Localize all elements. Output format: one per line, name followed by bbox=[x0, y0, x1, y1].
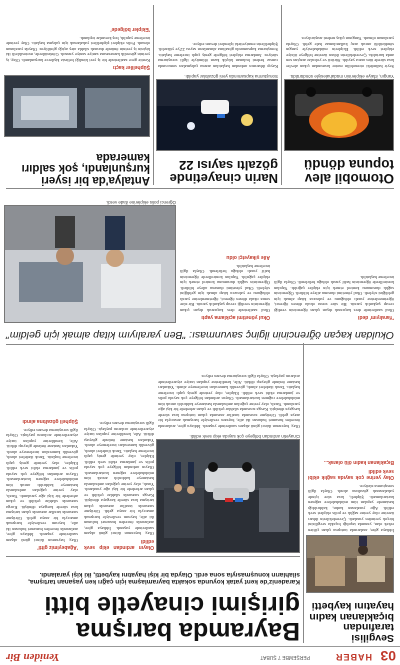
student-subhead-1: 'Yaralıyım' dedi bbox=[357, 314, 394, 320]
student-story-body-col-2 bbox=[180, 193, 270, 323]
student-story-text: Okul saatlerinde ders kaçırarak dışarı çıkan öğrencinin verdiği cevap şaşkınlık yarattı. Bir süre sonra okula dönen öğrenci, öğretmenlerine yaralı olduğunu ve yalnızca kitap almak için geldiğini söyledi. Okul yönetimi durumu aileye bildirdi. Öğrencinin sağlık durumunu kontrol etmek için ekipler çağrıldı. Yapılan kontrollerde öğrencinin hafif yaralı olduğu belirlendi. Olayla ilgili inceleme başlatıldı. bbox=[274, 274, 394, 313]
night-photo-caption: Soruşturma kapsamında yeni gözaltılar yapıldı. bbox=[184, 74, 278, 79]
sidebar-headline: Sevgilisi tarafından bıçaklanan kadın hayatını kaybetti bbox=[309, 599, 394, 644]
antalya-story-text: Kentte gece saatlerinde bir iş yeri kimliği belirsiz kişilerce kurşunlandı. Olay, iş yerinin güvenlik kamerasına saniye saniye yansıdı. Görüntülerde, motosikletli iki kişinin iş yerinin önünde durarak silahla ateş açtığı görülüyor. Olayda yaralanan olmadı. Polis ekipleri şüphelileri yakalamak için çalışma başlattı. Olay yerinde inceleme yapıldı, boş kovanlar toplandı. bbox=[6, 35, 150, 63]
main-subhead-2: 'Ağabeyimiz gitti' bbox=[37, 544, 78, 550]
sidebar-subhead-2: Bıçaklanan kadın ölü olarak... bbox=[323, 459, 394, 465]
section-divider bbox=[6, 344, 394, 345]
main-story-text: Olay, bayramın ikinci günü akşam saatlerinde yaşandı. İddiaya göre, aralarında önceden husumet bulunan iki aile, bayram vesilesiyle barışmak amacıyla bir araya geldi. Görüşme sırasında taraflar arasında çıkan tartışma kısa sürede kavgaya dönüştü. Kavga sırasında silahlar çekildi ve çıkan arbedede bir kişi ağır yaralandı. Yaralı, olay yerine çağrılan ambulansla hastaneye kaldırıldı ancak tüm müdahalelere rağmen kurtarılamadı. Olayın ardından bölgeye çok sayıda polis ve jandarma ekibi sevk edildi. Ekipler, olay yerinde geniş çaplı inceleme başlattı. Tanık ifadeleri alındı, güvenlik kameraları incelemeye alındı. Yakınları hastane önünde gözyaşı döktü. Aile, kendilerine yapılan taziye ziyaretlerinde acılarını paylaştı. Olayla ilgili soruşturma devam ediyor. bbox=[84, 421, 154, 537]
page-number: 03 bbox=[380, 648, 396, 664]
fire-photo-illustration bbox=[285, 80, 393, 150]
student-story-text-continued: Okul saatlerinde ders kaçırarak dışarı çıkan öğrencinin verdiği cevap şaşkınlık yarattı. Bir süre sonra okula dönen öğrenci, öğretmenlerine yaralı olduğunu ve yalnızca kitap almak için geldiğini söyledi. Okul yönetimi durumu aileye bildirdi. Öğrencinin sağlık durumunu kontrol etmek için ekipler çağrıldı. Yapılan kontrollerde öğrencinin hafif yaralı olduğu belirlendi. Olayla ilgili inceleme başlatıldı. bbox=[180, 263, 270, 313]
student-subhead-3: Aile şikayetçi oldu bbox=[226, 254, 270, 261]
student-story-body-col-1 bbox=[274, 193, 394, 323]
antalya-subhead-1: Şüpheliler kaçtı bbox=[113, 64, 150, 70]
antalya-subhead-2: 'Ekipler bölgede' bbox=[110, 26, 150, 33]
sidebar-photo bbox=[306, 535, 394, 593]
column-divider-lower-1 bbox=[281, 5, 282, 185]
night-photo-illustration bbox=[157, 80, 277, 150]
main-story-text-continued: Olay, bayramın ikinci günü akşam saatlerinde yaşandı. İddiaya göre, aralarında önceden husumet bulunan iki aile, bayram vesilesiyle barışmak amacıyla bir araya geldi. Görüşme sırasında taraflar arasında çıkan tartışma kısa sürede kavgaya dönüştü. Kavga sırasında silahlar çekildi ve çıkan arbedede bir kişi ağır yaralandı. Yaralı, olay yerine çağrılan ambulansla hastaneye kaldırıldı ancak tüm müdahalelere rağmen kurtarılamadı. Olayın ardından bölgeye çok sayıda polis ve jandarma ekibi sevk edildi. Ekipler, olay yerinde geniş çaplı inceleme başlattı. Tanık ifadeleri alındı, güvenlik kameraları incelemeye alındı. Yakınları hastane önünde gözyaşı döktü. Aile, kendilerine yapılan taziye ziyaretlerinde acılarını paylaştı. Olayla ilgili soruşturma devam ediyor. bbox=[6, 427, 78, 543]
antalya-story-body bbox=[6, 5, 150, 73]
main-headline: Bayramda barışma girişimi cinayetle bitti bbox=[44, 591, 300, 645]
main-subhead-3: Şüpheli gözaltına alındı bbox=[22, 418, 78, 425]
main-story-body-lower bbox=[158, 353, 300, 429]
main-story-photo bbox=[156, 439, 300, 553]
night-story-body bbox=[158, 5, 278, 69]
masthead-logo: Yeniden Bir bbox=[6, 651, 60, 663]
bus-story-headline: Otomobil alev topuna döndü bbox=[304, 157, 394, 186]
night-scene-photo bbox=[156, 79, 278, 151]
student-subhead-2: Okul yönetimi açıklama yaptı bbox=[201, 314, 270, 320]
bus-story-body bbox=[286, 5, 394, 69]
student-photo-caption: Öğrenci polis ekiplerine ifade verdi. bbox=[105, 200, 176, 205]
main-photo-caption: Cinayetin ardından bölgeye çok sayıda ekip sevk edildi. bbox=[189, 434, 300, 439]
sidebar-body bbox=[308, 353, 394, 533]
column-divider-lower-2 bbox=[153, 5, 154, 185]
main-story-text-lower: Olay, bayramın ikinci günü akşam saatlerinde yaşandı. İddiaya göre, aralarında önceden husumet bulunan iki aile, bayram vesilesiyle barışmak amacıyla bir araya geldi. Görüşme sırasında taraflar arasında çıkan tartışma kısa sürede kavgaya dönüştü. Kavga sırasında silahlar çekildi ve çıkan arbedede bir kişi ağır yaralandı. Yaralı, olay yerine çağrılan ambulansla hastaneye kaldırıldı ancak tüm müdahalelere rağmen kurtarılamadı. Olayın ardından bölgeye çok sayıda polis ve jandarma ekibi sevk edildi. Ekipler, olay yerinde geniş çaplı inceleme başlattı. Tanık ifadeleri alındı, güvenlik kameraları incelemeye alındı. Yakınları hastane önünde gözyaşı döktü. Aile, kendilerine yapılan taziye ziyaretlerinde acılarını paylaştı. Olayla ilgili soruşturma devam ediyor. bbox=[158, 374, 300, 429]
sidebar-text: İddiaya göre, aralarında tartışma çıkan çiftten erkek olan, yanında taşıdığı bıçakla sevgilisini birçok yerinden yaraladı. Çevredekilerin ihbarı üzerine olay yerine sağlık ve polis ekipleri sevk edildi. Ağır yaralanan kadın, kaldırıldığı hastanede yapılan tüm müdahalelere rağmen kurtarılamadı. Şüpheli, kısa süre içinde yakalanarak gözaltına alındı. Olayla ilgili soruşturma sürüyor. bbox=[308, 484, 394, 533]
divider bbox=[6, 556, 300, 557]
student-photo-illustration bbox=[5, 206, 175, 322]
student-story-photo bbox=[4, 205, 176, 323]
night-story-headline: Narin cinayetinde gözaltı sayısı 22 bbox=[169, 157, 278, 186]
section-label: HABER bbox=[334, 652, 372, 662]
bus-photo-caption: Yangın, itfaiye ekiplerinin müdahalesiyle söndürüldü. bbox=[289, 74, 394, 79]
page-header bbox=[0, 646, 400, 665]
antalya-story-photo bbox=[4, 75, 150, 137]
bus-story-text: Seyir halindeki otomobilin motor kısmından çıkan alevler kısa sürede tüm araca yayıldı. Sürücü ve yolcular araçtan son anda kurtuldu. Çevredekilerin ihbarı üzerine bölgeye itfaiye ekipleri sevk edildi. Ekiplerin müdahalesiyle yangın söndürüldü ancak araç kullanılamaz hale geldi. Olayda yaralanan olmadı. Yangının çıkış nedeni araştırılıyor. bbox=[286, 36, 394, 69]
main-subhead-1: Olayın ardından ekip sevk edildi bbox=[84, 537, 154, 550]
bus-fire-photo bbox=[284, 79, 394, 151]
date-line: PERŞEMBE 7 ŞUBAT bbox=[260, 654, 310, 660]
main-kicker: Karadeniz'de kent yatak koyunda sokakta bayramlaşma için çağrı ken yaşanan tartışma, silahların konuşmasıyla sona erdi. Olayda bir kişi hayatını kaybetti, iki kişi yaralandı. bbox=[28, 570, 300, 585]
shop-photo-illustration bbox=[5, 76, 149, 136]
crime-scene-photo-illustration bbox=[157, 440, 299, 552]
student-story-quote-headline: Okuldan kaçan öğrencinin ilginç savunması: "Ben yaralıyım kitap almak için geldim" bbox=[6, 329, 394, 341]
sidebar-photo-illustration bbox=[307, 536, 393, 592]
night-story-text: Kayıp ihbarının ardından başlatılan arama çalışmaları sonucunda cansız bedeni bulunan küçük kızın ölümüyle ilgili soruşturma sürüyor. Jandarma ekipleri bölgede geniş çaplı inceleme başlattı. Soruşturma kapsamında gözaltına alınanların sayısı 22'ye yükseldi. Şüphelilerin emniyetteki işlemleri devam ediyor. bbox=[158, 42, 278, 69]
sidebar-subhead-1: Olay yerine çok sayıda sağlık ekibi sevk edildi bbox=[308, 468, 394, 481]
antalya-story-headline: Antalya'da bir isyeri kurşunlandı, şok saldırı kamerada bbox=[21, 150, 150, 186]
main-story-body-col-1 bbox=[84, 353, 154, 553]
column-divider bbox=[303, 343, 304, 643]
section-divider-lower bbox=[6, 188, 394, 189]
main-story-body-col-2 bbox=[6, 353, 78, 553]
